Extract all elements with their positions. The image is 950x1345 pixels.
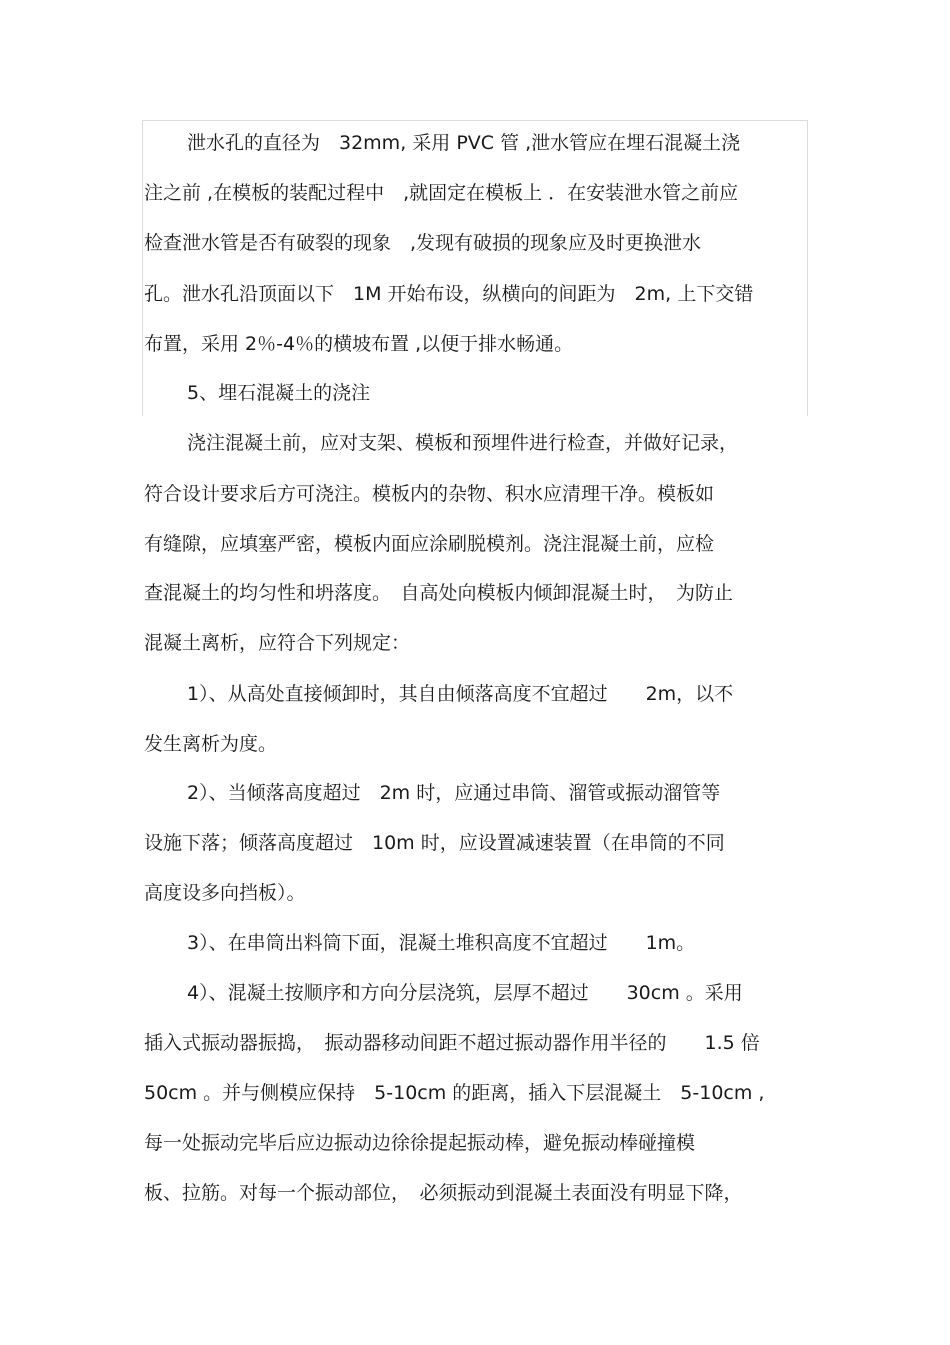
body-line: 符合设计要求后方可浇注。模板内的杂物、积水应清理干净。模板如 xyxy=(144,483,715,505)
body-line: 50cm 。并与侧模应保持 5-10cm 的距离，插入下层混凝土 5-10cm , xyxy=(144,1082,765,1104)
body-line: 注之前 ,在模板的装配过程中 ,就固定在模板上 ．在安装泄水管之前应 xyxy=(144,182,739,204)
body-line: 插入式振动器振捣， 振动器移动间距不超过振动器作用半径的 1.5 倍 xyxy=(144,1032,760,1054)
body-line: 发生离析为度。 xyxy=(144,733,278,755)
list-item-3: 3）、在串筒出料筒下面，混凝土堆积高度不宜超过 1m。 xyxy=(187,932,696,954)
list-item-1: 1）、从高处直接倾卸时，其自由倾落高度不宜超过 2m，以不 xyxy=(187,683,734,705)
frame-right-border xyxy=(807,120,808,416)
section-heading: 5、埋石混凝土的浇注 xyxy=(187,382,371,404)
list-item-4: 4）、混凝土按顺序和方向分层浇筑，层厚不超过 30cm 。采用 xyxy=(187,982,743,1004)
body-line: 孔。泄水孔沿顶面以下 1M 开始布设，纵横向的间距为 2m, 上下交错 xyxy=(144,283,754,305)
body-line: 浇注混凝土前，应对支架、模板和预埋件进行检查，并做好记录， xyxy=(187,432,739,454)
body-line: 板、拉筋。对每一个振动部位， 必须振动到混凝土表面没有明显下降， xyxy=(144,1182,743,1204)
body-line: 检查泄水管是否有破裂的现象 ,发现有破损的现象应及时更换泄水 xyxy=(144,232,702,254)
body-line: 有缝隙，应填塞严密，模板内面应涂刷脱模剂。浇注混凝土前，应检 xyxy=(144,533,715,555)
frame-left-border xyxy=(142,120,143,416)
list-item-2: 2）、当倾落高度超过 2m 时，应通过串筒、溜管或振动溜管等 xyxy=(187,782,721,804)
body-line: 每一处振动完毕后应边振动边徐徐提起振动棒，避免振动棒碰撞模 xyxy=(144,1132,696,1154)
body-line: 泄水孔的直径为 32mm, 采用 PVC 管 ,泄水管应在埋石混凝土浇 xyxy=(187,132,741,154)
frame-top-border xyxy=(142,120,808,121)
body-line: 布置，采用 2％-4％的横坡布置 ,以便于排水畅通。 xyxy=(144,333,574,355)
body-line: 混凝土离析，应符合下列规定： xyxy=(144,632,411,654)
body-line: 设施下落；倾落高度超过 10m 时，应设置减速装置（在串筒的不同 xyxy=(144,832,725,854)
body-line: 高度设多向挡板）。 xyxy=(144,882,306,904)
body-line: 查混凝土的均匀性和坍落度。 自高处向模板内倾卸混凝土时， 为防止 xyxy=(144,582,734,604)
